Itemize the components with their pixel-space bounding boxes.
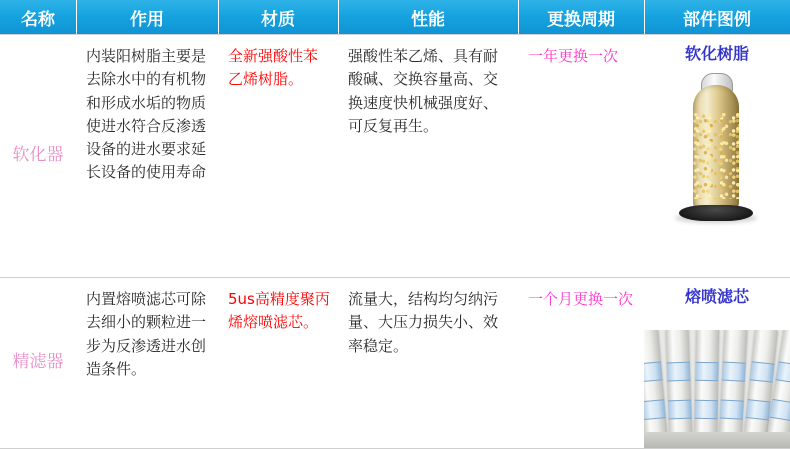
cell-cycle-fine-filter: 一个月更换一次 — [518, 278, 644, 449]
cartridge-band — [667, 362, 691, 382]
resin-bead-texture — [693, 113, 739, 199]
cartridge-band — [722, 362, 746, 382]
filter-cartridge — [644, 330, 669, 448]
cartridge-band — [770, 399, 790, 421]
cell-performance-softener: 强酸性苯乙烯、具有耐酸碱、交换容量高、交换速度快机械强度好、可反复再生。 — [338, 35, 518, 278]
cell-name-fine-filter: 精滤器 — [0, 278, 76, 449]
filter-cartridge — [718, 330, 748, 448]
cell-material-fine-filter: 5us高精度聚丙烯熔喷滤芯。 — [218, 278, 338, 449]
table-header-row — [0, 0, 790, 35]
cartridge-band — [644, 399, 666, 420]
cartridge-band — [695, 362, 718, 381]
image-caption-softening-resin: 软化树脂 — [684, 44, 749, 63]
cartridge-band — [750, 361, 775, 382]
cartridge-band — [746, 399, 771, 420]
photo-floor — [644, 432, 790, 448]
column-header-material: 材质 — [218, 0, 338, 35]
column-header-performance: 性能 — [338, 0, 518, 35]
cell-material-softener: 全新强酸性苯乙烯树脂。 — [218, 35, 338, 278]
cartridge-band — [644, 361, 663, 382]
table-row — [0, 278, 790, 449]
softening-resin-tank-photo — [657, 69, 777, 221]
column-header-name: 名称 — [0, 0, 76, 35]
filter-cartridge — [694, 330, 719, 448]
cartridge-band — [720, 399, 744, 419]
cell-name-softener: 软化器 — [0, 35, 76, 278]
table-row — [0, 35, 790, 278]
cell-function-fine-filter: 内置熔喷滤芯可除去细小的颗粒进一步为反渗透进水创造条件。 — [76, 278, 218, 449]
tank-base — [679, 205, 753, 221]
image-caption-melt-blown-cartridge: 熔喷滤芯 — [684, 287, 749, 306]
filter-cartridge — [666, 330, 693, 448]
table-header — [0, 0, 790, 35]
column-header-function: 作用 — [76, 0, 218, 35]
cell-performance-fine-filter: 流量大，结构均匀纳污量、大压力损失小、效率稳定。 — [338, 278, 518, 449]
cell-cycle-softener: 一年更换一次 — [518, 35, 644, 278]
cartridge-band — [776, 361, 790, 383]
column-header-cycle: 更换周期 — [518, 0, 644, 35]
cell-image-softener — [644, 35, 790, 278]
cell-image-fine-filter — [644, 278, 790, 449]
table-body — [0, 35, 790, 449]
cartridge-band — [695, 400, 718, 419]
column-header-image: 部件图例 — [644, 0, 790, 35]
cell-function-softener: 内装阳树脂主要是去除水中的有机物和形成水垢的物质使进水符合反渗透设备的进水要求延长设备的使用寿命 — [76, 35, 218, 278]
tank-body — [693, 85, 739, 209]
melt-blown-cartridges-photo — [644, 330, 790, 448]
cartridge-band — [668, 400, 692, 420]
